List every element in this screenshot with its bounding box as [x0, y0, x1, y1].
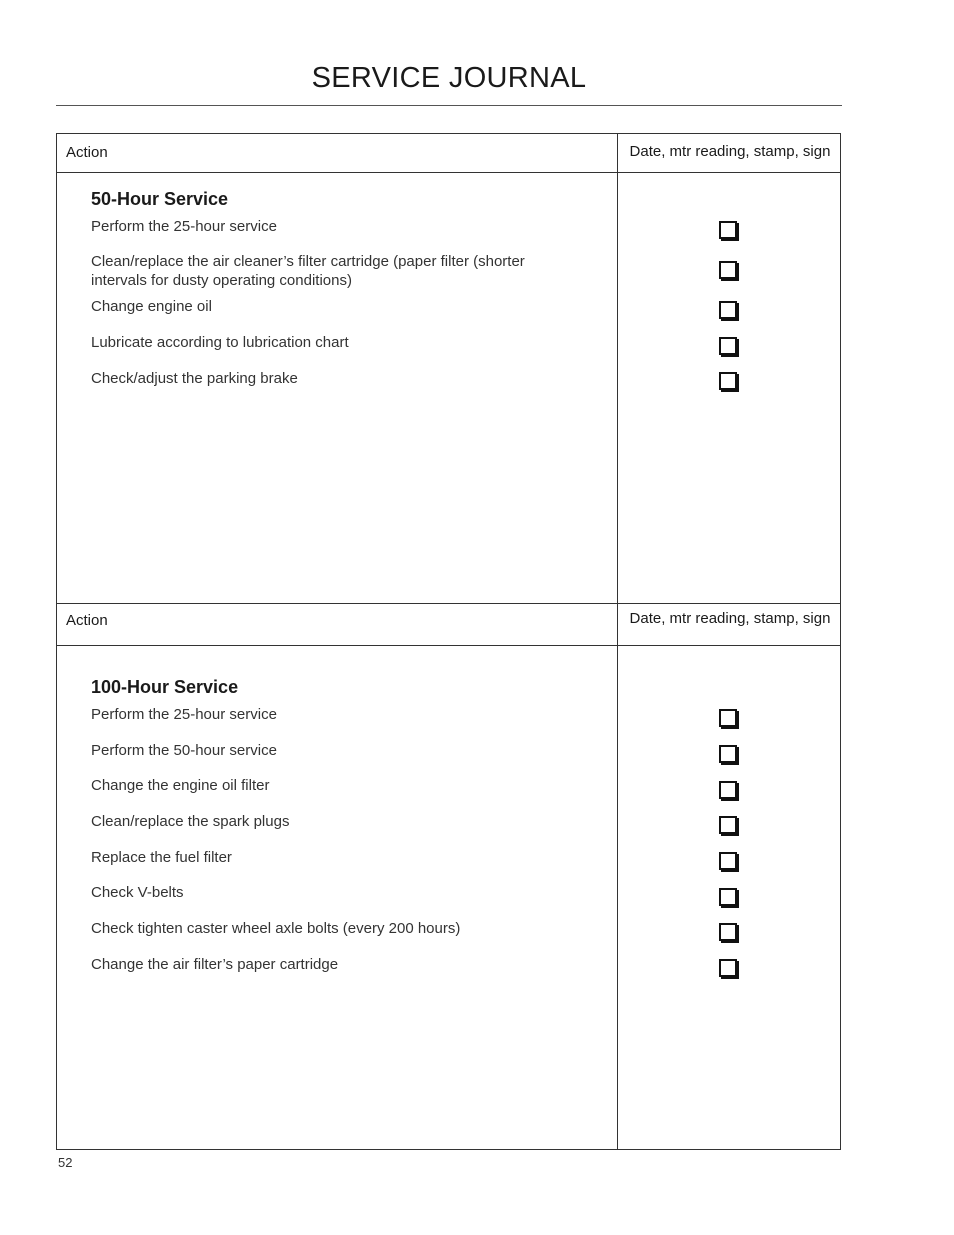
- title-divider: [56, 105, 842, 106]
- checkbox[interactable]: [719, 337, 737, 355]
- checkbox[interactable]: [719, 221, 737, 239]
- column-divider: [617, 134, 618, 1149]
- list-item: Clean/replace the air cleaner’s filter cartridge (paper filter (shorter intervals for dusty operating conditions): [91, 253, 525, 289]
- checkbox[interactable]: [719, 888, 737, 906]
- checkbox[interactable]: [719, 301, 737, 319]
- page-number: 52: [58, 1155, 73, 1170]
- section-title-50-hour: 50-Hour Service: [91, 189, 229, 209]
- list-item: Change the engine oil filter: [91, 777, 270, 794]
- list-item: Change engine oil: [91, 298, 212, 315]
- checkbox[interactable]: [719, 923, 737, 941]
- list-item: Perform the 25-hour service: [91, 706, 277, 723]
- list-item: Check tighten caster wheel axle bolts (every 200 hours): [91, 920, 461, 937]
- header-action: Action: [66, 612, 108, 629]
- checkbox[interactable]: [719, 959, 737, 977]
- checkbox[interactable]: [719, 709, 737, 727]
- checkbox[interactable]: [719, 816, 737, 834]
- checkbox[interactable]: [719, 852, 737, 870]
- section-divider: [57, 603, 840, 604]
- list-item: Check/adjust the parking brake: [91, 370, 298, 387]
- list-item: Perform the 50-hour service: [91, 742, 277, 759]
- header-date: Date, mtr reading, stamp, sign: [629, 143, 831, 160]
- list-item: Perform the 25-hour service: [91, 218, 277, 235]
- page-title: SERVICE JOURNAL: [311, 62, 587, 94]
- list-item: Check V-belts: [91, 884, 184, 901]
- list-item: Lubricate according to lubrication chart: [91, 334, 349, 351]
- list-item: Clean/replace the spark plugs: [91, 813, 290, 830]
- section-title-100-hour: 100-Hour Service: [91, 677, 239, 697]
- checkbox[interactable]: [719, 781, 737, 799]
- checkbox[interactable]: [719, 745, 737, 763]
- header-divider: [57, 172, 840, 173]
- checkbox[interactable]: [719, 261, 737, 279]
- header-date: Date, mtr reading, stamp, sign: [629, 610, 831, 627]
- service-journal-table: [56, 133, 841, 1150]
- header-action: Action: [66, 144, 108, 161]
- header-divider: [57, 645, 840, 646]
- checkbox[interactable]: [719, 372, 737, 390]
- list-item: Change the air filter’s paper cartridge: [91, 956, 339, 973]
- list-item: Replace the fuel filter: [91, 849, 232, 866]
